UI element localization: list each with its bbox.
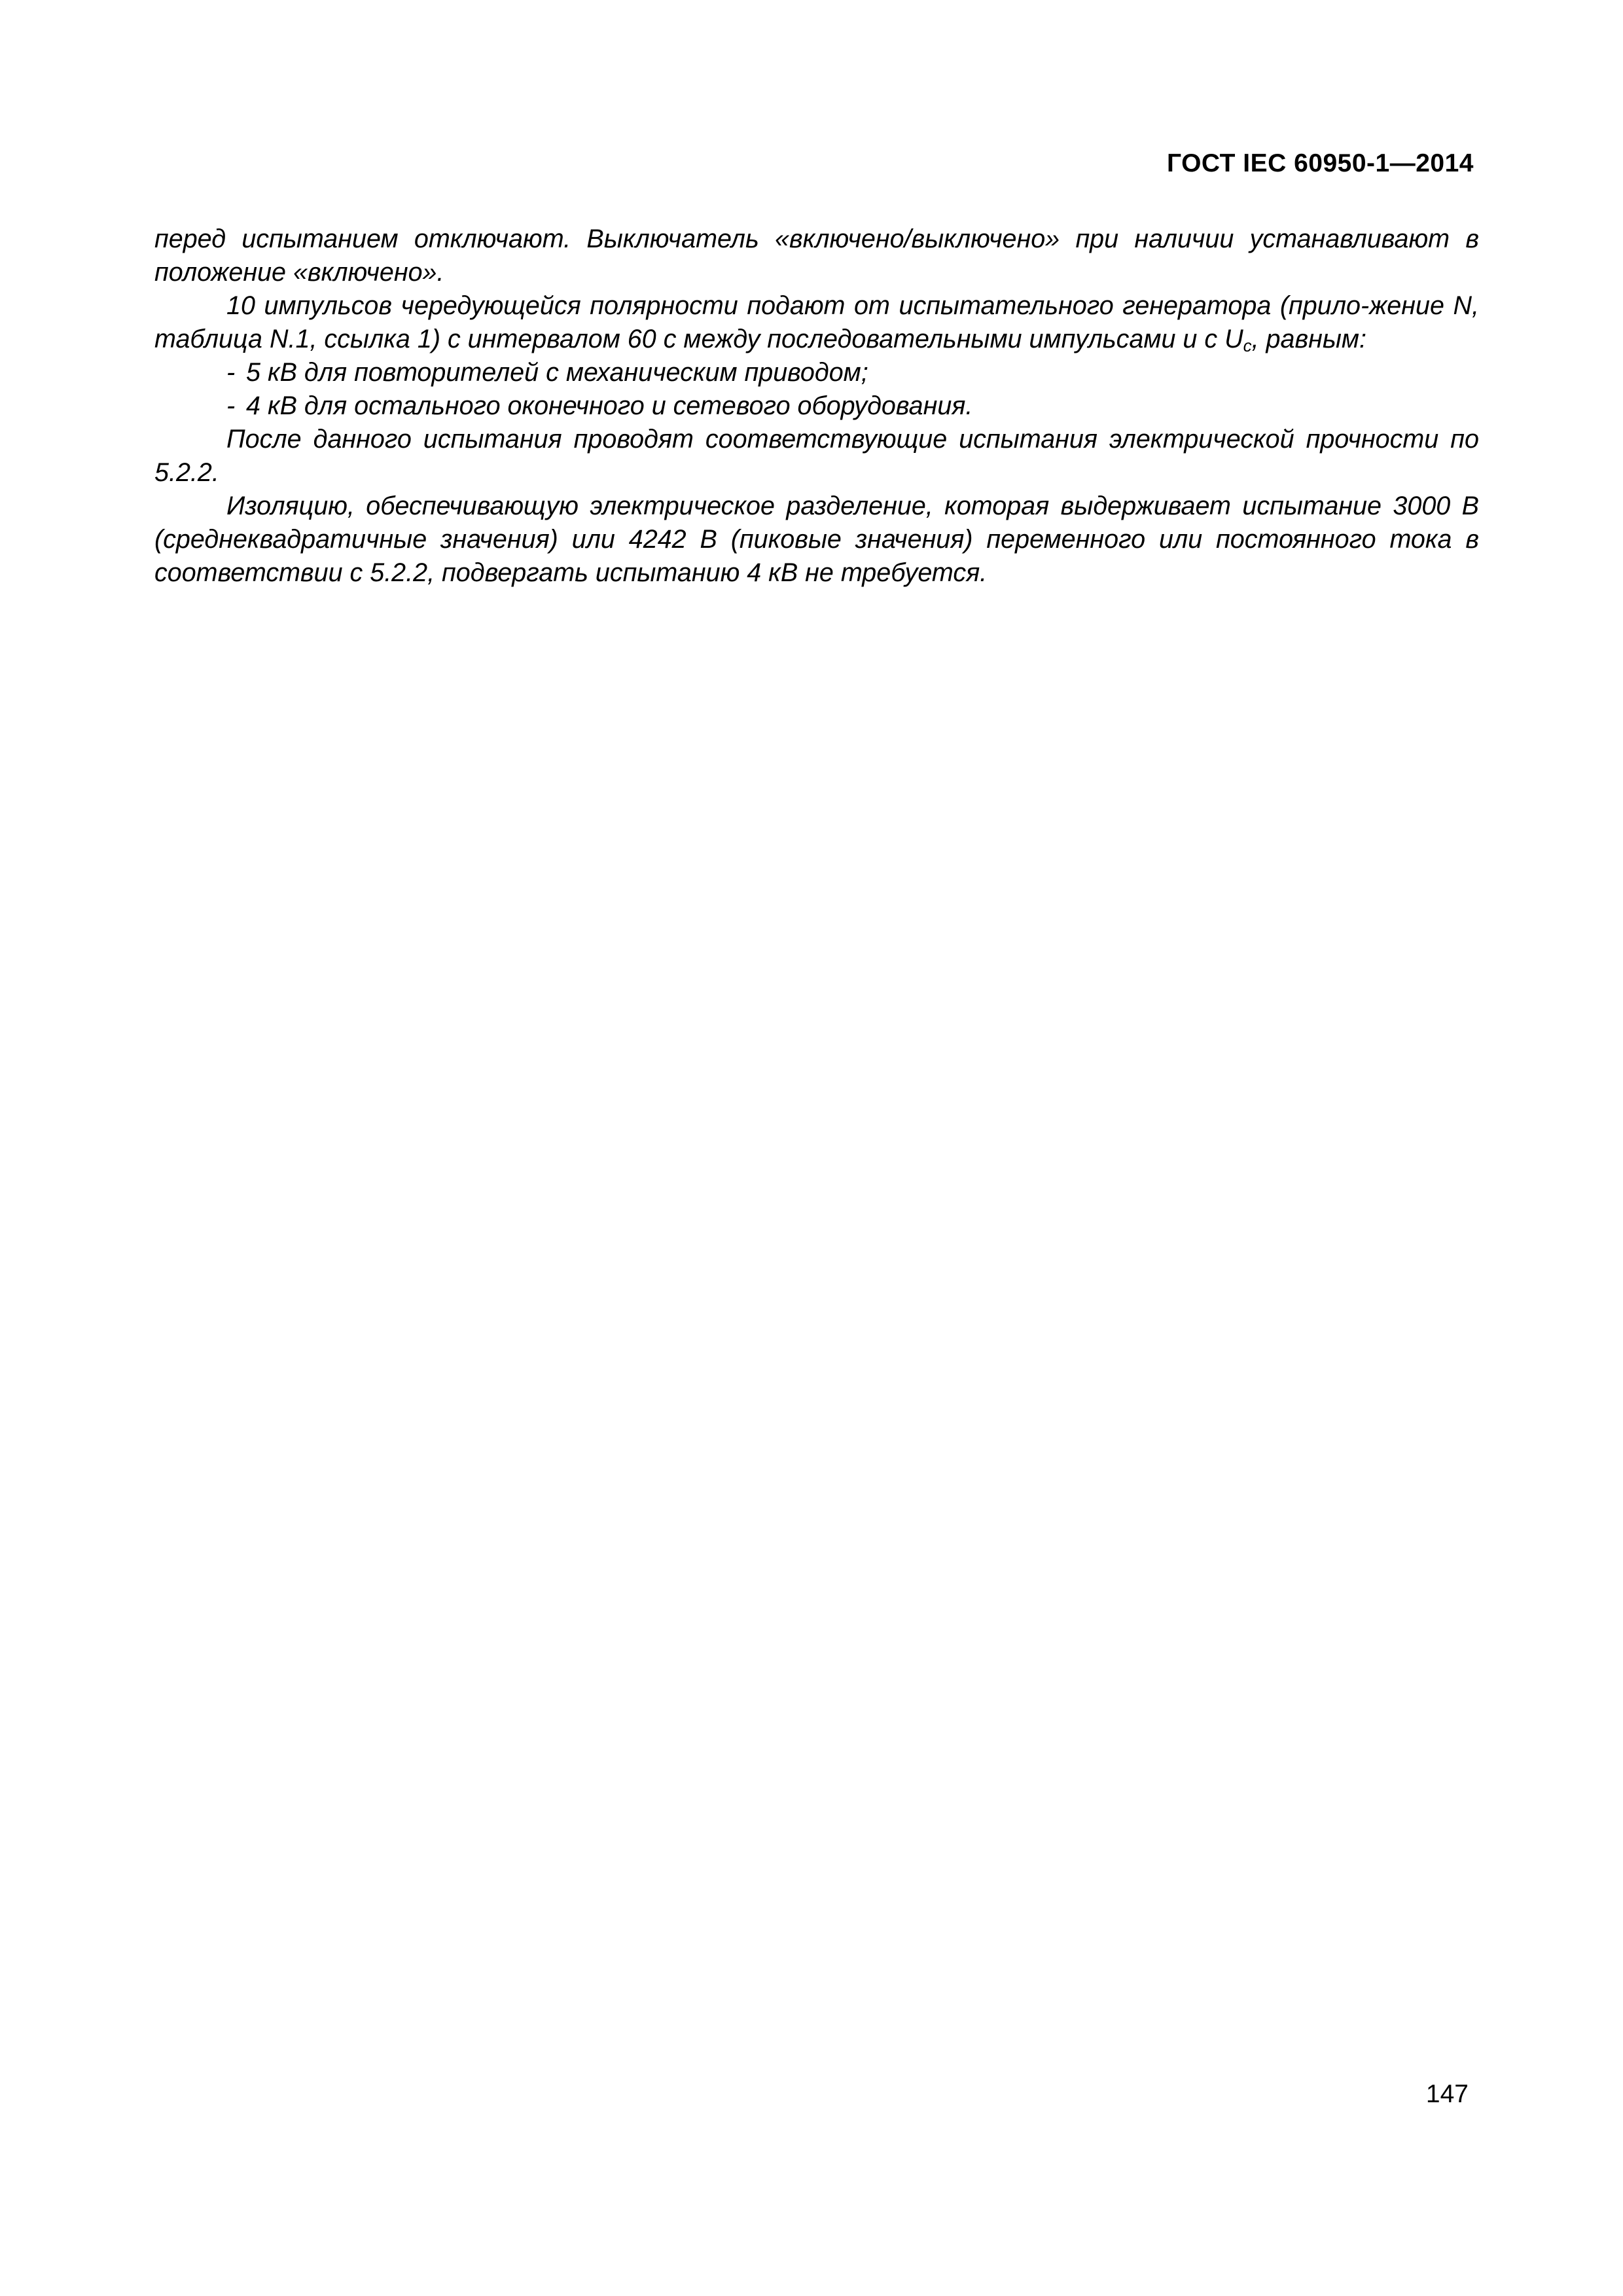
paragraph-impulses-text: 10 импульсов чередующейся полярности подают от испытательного генератора (прило-жение N, таблица N.1, ссылка 1) с интервалом 60 с между последовательными импульсами и с U: [154, 291, 1479, 353]
document-body: [154, 223, 1479, 590]
paragraph-continuation: перед испытанием отключают. Выключатель «включено/выключено» при наличии устанавливают в положение «включено».: [154, 224, 1479, 287]
paragraph-insulation: Изоляцию, обеспечивающую электрическое разделение, которая выдерживает испытание 3000 В (среднеквадратичные значения) или 4242 В (пиковые значения) переменного или постоянного тока в соответствии с 5.2.2, подвергать испытанию 4 кВ не требуется.: [154, 492, 1479, 587]
list-item: [154, 389, 1479, 423]
voltage-subscript: с: [1243, 336, 1252, 355]
list-item-text: 5 кВ для повторителей с механическим приводом;: [246, 358, 868, 387]
list-dash: -: [226, 391, 236, 420]
paragraph-impulses-tail: , равным:: [1251, 325, 1366, 353]
paragraph-impulses: [154, 289, 1479, 356]
page-number: 147: [1425, 2080, 1469, 2108]
list-item: [154, 356, 1479, 389]
paragraph-after-test: После данного испытания проводят соответствующие испытания электрической прочности по 5.2.2.: [154, 425, 1479, 487]
document-code-header: ГОСТ IEC 60950-1—2014: [1166, 149, 1474, 177]
list-item-text: 4 кВ для остального оконечного и сетевого оборудования.: [246, 391, 973, 420]
list-dash: -: [226, 358, 236, 387]
